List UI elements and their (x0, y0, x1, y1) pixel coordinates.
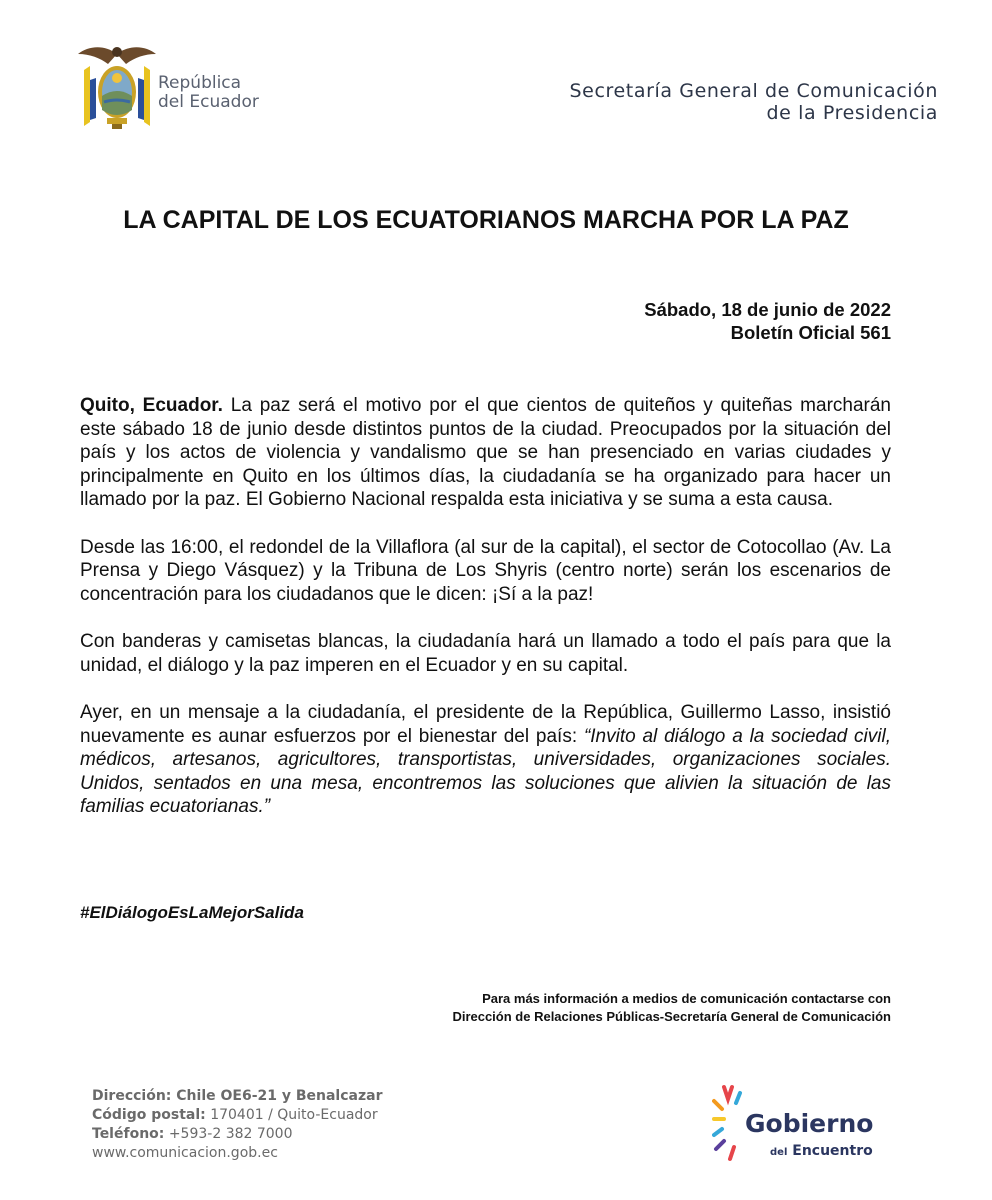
press-contact (452, 990, 891, 1026)
presidential-quote: “Invito al diálogo a la sociedad civil, médicos, artesanos, agricultores, transportistas, universidades, organizaciones sociales. Unidos, sentados en una mesa, encontremos las soluciones que alivien la situación de las familias ecuatorianas.” (80, 725, 891, 817)
secretaria-name (570, 80, 939, 124)
contact-line-1: Para más información a medios de comunicación contactarse con (482, 991, 891, 1006)
postal-value: 170401 / Quito-Ecuador (210, 1107, 378, 1123)
paragraph-4 (80, 701, 891, 819)
phone-label: Teléfono: (92, 1126, 165, 1142)
dateline: Quito, Ecuador. (80, 395, 223, 416)
paragraph-3: Con banderas y camisetas blancas, la ciudadanía hará un llamado a todo el país para que la unidad, el diálogo y la paz imperen en el Ecuador y en su capital. (80, 631, 891, 676)
gobierno-name: Gobierno (745, 1109, 874, 1138)
postal-line (92, 1106, 382, 1125)
country-line-1: República (158, 73, 242, 93)
gobierno-mark-icon (712, 1083, 746, 1165)
bulletin-number: Boletín Oficial 561 (730, 322, 891, 343)
country-line-2: del Ecuador (158, 92, 259, 112)
address-line (92, 1087, 382, 1106)
gobierno-subtitle (770, 1143, 873, 1161)
address-text: Dirección: Chile OE6-21 y Benalcazar (92, 1088, 383, 1104)
phone-line (92, 1125, 382, 1144)
date-block (644, 298, 891, 344)
website-link[interactable]: www.comunicacion.gob.ec (92, 1145, 278, 1161)
footer-address (92, 1087, 382, 1163)
letterhead (0, 0, 992, 135)
paragraph-1-text: La paz será el motivo por el que cientos de quiteños y quiteñas marcharán este sábado 18 de junio desde distintos puntos de la ciudad. Preocupados por la situación del país y los actos de violencia y vandalismo que se han presenciado en varias ciudades y principalmente en Quito en los últimos días, la ciudadanía se ha organizado para hacer un llamado por la paz. El Gobierno Nacional respalda esta iniciativa y se suma a esta causa. (80, 395, 892, 510)
paragraph-4-text: Ayer, en un mensaje a la ciudadanía, el presidente de la República, Guillermo Lasso, insistió nuevamente es aunar esfuerzos por el bienestar del país: (80, 702, 891, 747)
phone-value: +593-2 382 7000 (168, 1126, 293, 1142)
gobierno-encuentro: Encuentro (792, 1143, 873, 1159)
secretaria-line-1: Secretaría General de Comunicación (569, 80, 938, 102)
hashtag: #ElDiálogoEsLaMejorSalida (80, 903, 304, 922)
paragraph-1 (80, 394, 891, 512)
contact-line-2: Dirección de Relaciones Públicas-Secretaría General de Comunicación (452, 1009, 891, 1024)
document-body (80, 394, 891, 843)
country-name (158, 74, 259, 112)
coat-of-arms-icon (76, 40, 158, 130)
document-title: LA CAPITAL DE LOS ECUATORIANOS MARCHA POR LA PAZ (123, 206, 849, 234)
document-date: Sábado, 18 de junio de 2022 (644, 299, 891, 320)
secretaria-line-2: de la Presidencia (766, 102, 938, 124)
postal-label: Código postal: (92, 1107, 206, 1123)
gobierno-del: del (770, 1147, 788, 1158)
paragraph-2: Desde las 16:00, el redondel de la Villaflora (al sur de la capital), el sector de Cotocollao (Av. La Prensa y Diego Vásquez) y la Tribuna de Los Shyris (centro norte) serán los escenarios de concentración para los ciudadanos que le dicen: ¡Sí a la paz! (80, 536, 891, 605)
